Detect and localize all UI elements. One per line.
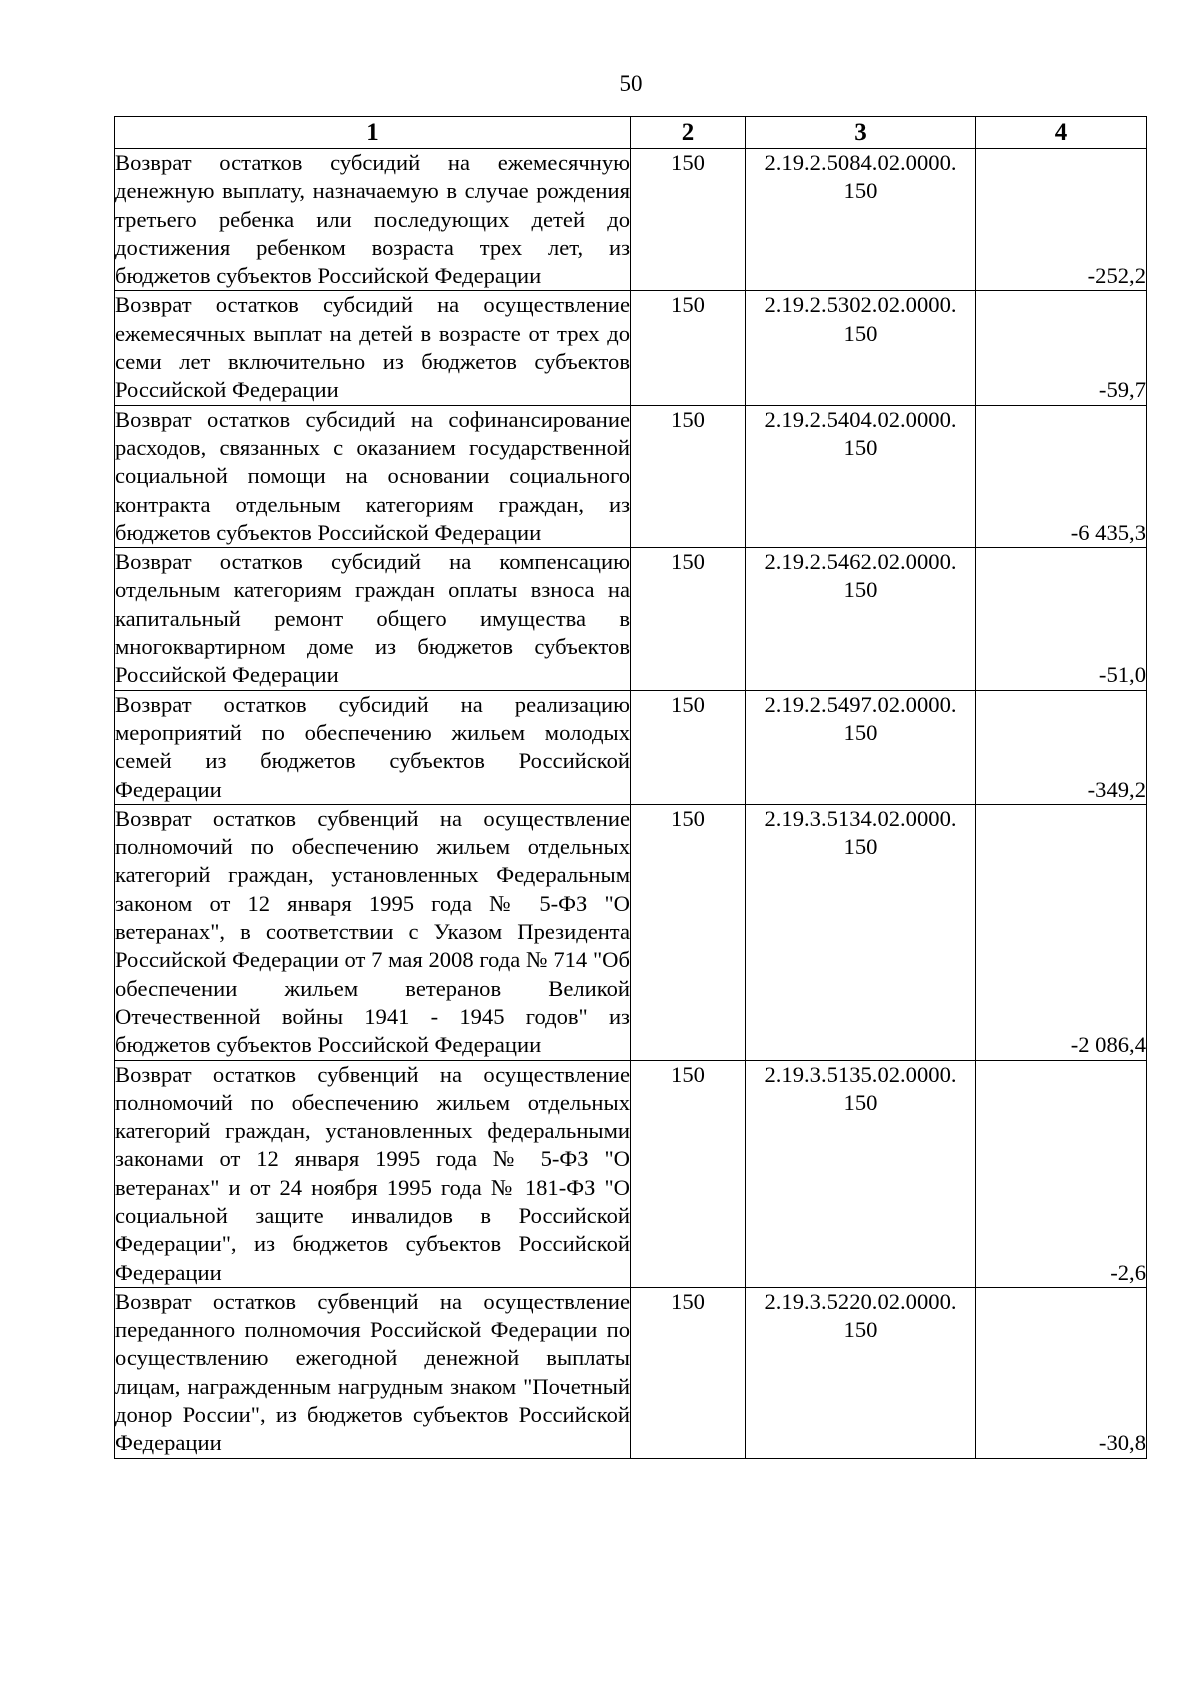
row-name: Возврат остатков субсидий на софинансирование расходов, связанных с оказанием государственной социальной помощи на основании социального контракта отдельным категориям граждан, из бюджетов субъектов Российской Федерации bbox=[115, 406, 630, 545]
row-name-cell bbox=[115, 291, 631, 405]
row-budget-code-cell bbox=[746, 291, 976, 405]
table-row bbox=[115, 690, 1147, 804]
row-name-cell bbox=[115, 405, 631, 547]
row-budget-code-line1: 2.19.3.5220.02.0000. bbox=[764, 1288, 957, 1314]
row-budget-code-cell bbox=[746, 804, 976, 1060]
row-name: Возврат остатков субсидий на компенсацию отдельным категориям граждан оплаты взноса на капитальный ремонт общего имущества в многоквартирном доме из бюджетов субъектов Российской Федерации bbox=[115, 549, 630, 688]
row-admin-code: 150 bbox=[631, 405, 746, 547]
row-budget-code-cell bbox=[746, 405, 976, 547]
row-budget-code-line2: 150 bbox=[843, 1089, 878, 1115]
row-name: Возврат остатков субвенций на осуществление полномочий по обеспечению жильем отдельных категорий граждан, установленных Федеральным законом от 12 января 1995 года № 5-ФЗ "О ветеранах", в соответствии с Указом Президента Российской Федерации от 7 мая 2008 года № 714 "Об обеспечении жильем ветеранов Великой Отечественной войны 1941 - 1945 годов" из бюджетов субъектов Российской Федерации bbox=[115, 805, 630, 1058]
row-name-cell bbox=[115, 1060, 631, 1287]
row-budget-code-line2: 150 bbox=[843, 434, 878, 460]
row-budget-code-cell bbox=[746, 548, 976, 690]
row-amount: -6 435,3 bbox=[976, 405, 1147, 547]
row-admin-code: 150 bbox=[631, 1060, 746, 1287]
column-header-3: 3 bbox=[746, 117, 976, 149]
row-amount: -252,2 bbox=[976, 149, 1147, 291]
row-budget-code-line2: 150 bbox=[843, 834, 878, 860]
row-budget-code-cell bbox=[746, 1287, 976, 1458]
row-budget-code-line1: 2.19.3.5134.02.0000. bbox=[764, 805, 957, 831]
row-budget-code-cell bbox=[746, 1060, 976, 1287]
row-budget-code-line1: 2.19.2.5404.02.0000. bbox=[764, 406, 957, 432]
row-name-cell bbox=[115, 1287, 631, 1458]
row-name-cell bbox=[115, 804, 631, 1060]
row-admin-code: 150 bbox=[631, 690, 746, 804]
row-amount: -51,0 bbox=[976, 548, 1147, 690]
row-budget-code-cell bbox=[746, 690, 976, 804]
row-budget-code-line1: 2.19.2.5084.02.0000. bbox=[764, 150, 957, 175]
table-row bbox=[115, 1060, 1147, 1287]
row-budget-code-line2: 150 bbox=[843, 1317, 878, 1343]
row-budget-code-cell bbox=[746, 149, 976, 291]
row-admin-code: 150 bbox=[631, 149, 746, 291]
column-header-1: 1 bbox=[115, 117, 631, 149]
row-admin-code: 150 bbox=[631, 1287, 746, 1458]
budget-table bbox=[114, 116, 1147, 1459]
page-number: 50 bbox=[619, 71, 643, 96]
row-amount: -2,6 bbox=[976, 1060, 1147, 1287]
table-row bbox=[115, 1287, 1147, 1458]
row-budget-code-line2: 150 bbox=[843, 178, 878, 204]
row-name: Возврат остатков субсидий на ежемесячную денежную выплату, назначаемую в случае рождения третьего ребенка или последующих детей до достижения ребенком возраста трех лет, из бюджетов субъектов Российской Федерации bbox=[115, 150, 630, 289]
table-row bbox=[115, 804, 1147, 1060]
row-budget-code-line2: 150 bbox=[843, 577, 878, 603]
row-amount: -30,8 bbox=[976, 1287, 1147, 1458]
table-row bbox=[115, 548, 1147, 690]
row-budget-code-line2: 150 bbox=[843, 320, 878, 346]
row-name-cell bbox=[115, 548, 631, 690]
row-amount: -2 086,4 bbox=[976, 804, 1147, 1060]
row-admin-code: 150 bbox=[631, 291, 746, 405]
row-budget-code-line1: 2.19.3.5135.02.0000. bbox=[764, 1061, 957, 1087]
row-name-cell bbox=[115, 690, 631, 804]
row-admin-code: 150 bbox=[631, 804, 746, 1060]
row-name: Возврат остатков субсидий на осуществление ежемесячных выплат на детей в возрасте от трех до семи лет включительно из бюджетов субъектов Российской Федерации bbox=[115, 292, 630, 403]
table-header-row bbox=[115, 117, 1147, 149]
column-header-2: 2 bbox=[631, 117, 746, 149]
row-name: Возврат остатков субвенций на осуществление переданного полномочия Российской Федерации по осуществлению ежегодной денежной выплаты лицам, награжденным нагрудным знаком "Почетный донор России", из бюджетов субъектов Российской Федерации bbox=[115, 1288, 630, 1456]
table-row bbox=[115, 149, 1147, 291]
row-amount: -349,2 bbox=[976, 690, 1147, 804]
row-amount: -59,7 bbox=[976, 291, 1147, 405]
row-budget-code-line1: 2.19.2.5462.02.0000. bbox=[764, 549, 957, 575]
row-name: Возврат остатков субсидий на реализацию мероприятий по обеспечению жильем молодых семей из бюджетов субъектов Российской Федерации bbox=[115, 691, 630, 802]
column-header-4: 4 bbox=[976, 117, 1147, 149]
row-admin-code: 150 bbox=[631, 548, 746, 690]
row-name-cell bbox=[115, 149, 631, 291]
table-row bbox=[115, 291, 1147, 405]
table-row bbox=[115, 405, 1147, 547]
row-name: Возврат остатков субвенций на осуществление полномочий по обеспечению жильем отдельных категорий граждан, установленных федеральными законами от 12 января 1995 года № 5-ФЗ "О ветеранах" и от 24 ноября 1995 года № 181-ФЗ "О социальной защите инвалидов в Российской Федерации", из бюджетов субъектов Российской Федерации bbox=[115, 1061, 630, 1285]
row-budget-code-line1: 2.19.2.5497.02.0000. bbox=[764, 691, 957, 717]
row-budget-code-line2: 150 bbox=[843, 719, 878, 745]
row-budget-code-line1: 2.19.2.5302.02.0000. bbox=[764, 292, 957, 318]
